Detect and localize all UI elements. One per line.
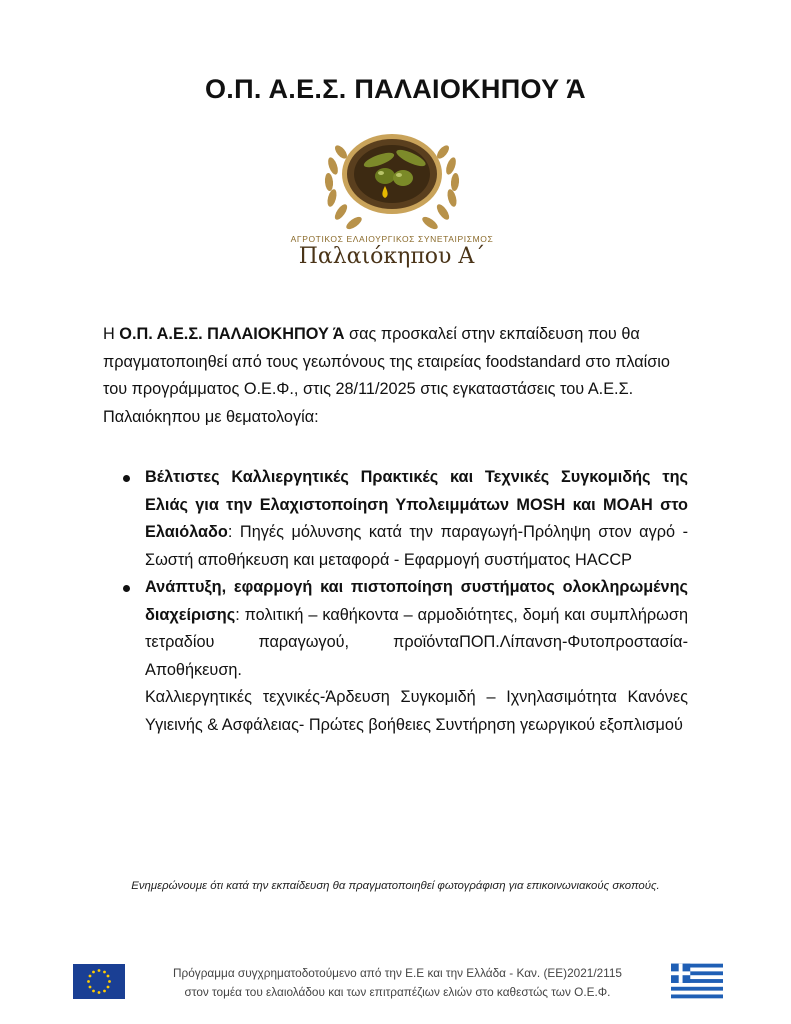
intro-org-name: Ο.Π. Α.Ε.Σ. ΠΑΛΑΙΟΚΗΠΟΥ Ά (119, 325, 345, 343)
cooperative-logo (277, 128, 507, 268)
bullet-icon (123, 475, 130, 482)
greek-flag-icon (671, 963, 723, 999)
photography-notice: Ενημερώνουμε ότι κατά την εκπαίδευση θα πραγματοποιηθεί φωτογράφιση για επικοινωνιακούς σκοπούς. (131, 880, 660, 892)
logo-name: Παλαιόκηπου Α΄ (298, 244, 486, 269)
intro-text: σας προσκαλεί στην εκπαίδευση που θα πραγματοποιηθεί από τους γεωπόνους της εταιρείας foodstandard στο πλαίσιο του προγράμματος Ο.Ε.Φ., στις 28/11/2025 στις εγκαταστάσεις του Α.Ε.Σ. Παλαιόκηπου με θεματολογία: (103, 325, 670, 426)
topic-title: Βέλτιστες Καλλιεργητικές Πρακτικές και Τεχνικές Συγκομιδής της Ελιάς για την Ελαχιστοποίηση Υπολειμμάτων MOSH και MOAH στο Ελαιόλαδο (145, 468, 688, 541)
topic-item (103, 464, 688, 574)
intro-paragraph (103, 321, 688, 431)
funding-line-2: στον τομέα του ελαιολάδου και των επιτραπέζιων ελιών στο καθεστώς των Ο.Ε.Φ. (184, 985, 611, 999)
funding-line-1: Πρόγραμμα συγχρηματοδοτούμενο από την Ε.Ε και την Ελλάδα - Καν. (ΕΕ)2021/2115 (173, 966, 622, 980)
eu-stars-icon (73, 964, 125, 999)
eu-flag-icon (73, 964, 125, 999)
funding-footer (0, 962, 791, 1002)
topic-description: : Πηγές μόλυνσης κατά την παραγωγή-Πρόληψη στον αγρό - Σωστή αποθήκευση και μεταφορά - Εφαρμογή συστήματος HACCP (145, 523, 688, 569)
topic-title: Ανάπτυξη, εφαρμογή και πιστοποίηση συστήματος ολοκληρωμένης διαχείρισης (145, 578, 688, 624)
intro-prefix: Η (103, 325, 120, 343)
page-title: Ο.Π. Α.Ε.Σ. ΠΑΛΑΙΟΚΗΠΟΥ Ά (205, 74, 586, 104)
topic-continuation: Καλλιεργητικές τεχνικές-Άρδευση Συγκομιδή – Ιχνηλασιμότητα Κανόνες Υγιεινής & Ασφάλειας- Πρώτες βοήθειες Συντήρηση γεωργικού εξοπλισμού (145, 688, 688, 734)
topic-description: : πολιτική – καθήκοντα – αρμοδιότητες, δομή και συμπλήρωση τετραδίου παραγωγού, προϊόνταΠΟΠ.Λίπανση-Φυτοπροστασία-Αποθήκευση. (145, 605, 688, 679)
topics-list (103, 464, 688, 739)
topic-item (103, 574, 688, 684)
logo-subtitle: ΑΓΡΟΤΙΚΟΣ ΕΛΑΙΟΥΡΓΙΚΟΣ ΣΥΝΕΤΑΙΡΙΣΜΟΣ (290, 234, 494, 244)
funding-text (135, 964, 660, 1002)
bullet-icon (123, 585, 130, 592)
olive-wreath-emblem-icon (319, 128, 465, 232)
